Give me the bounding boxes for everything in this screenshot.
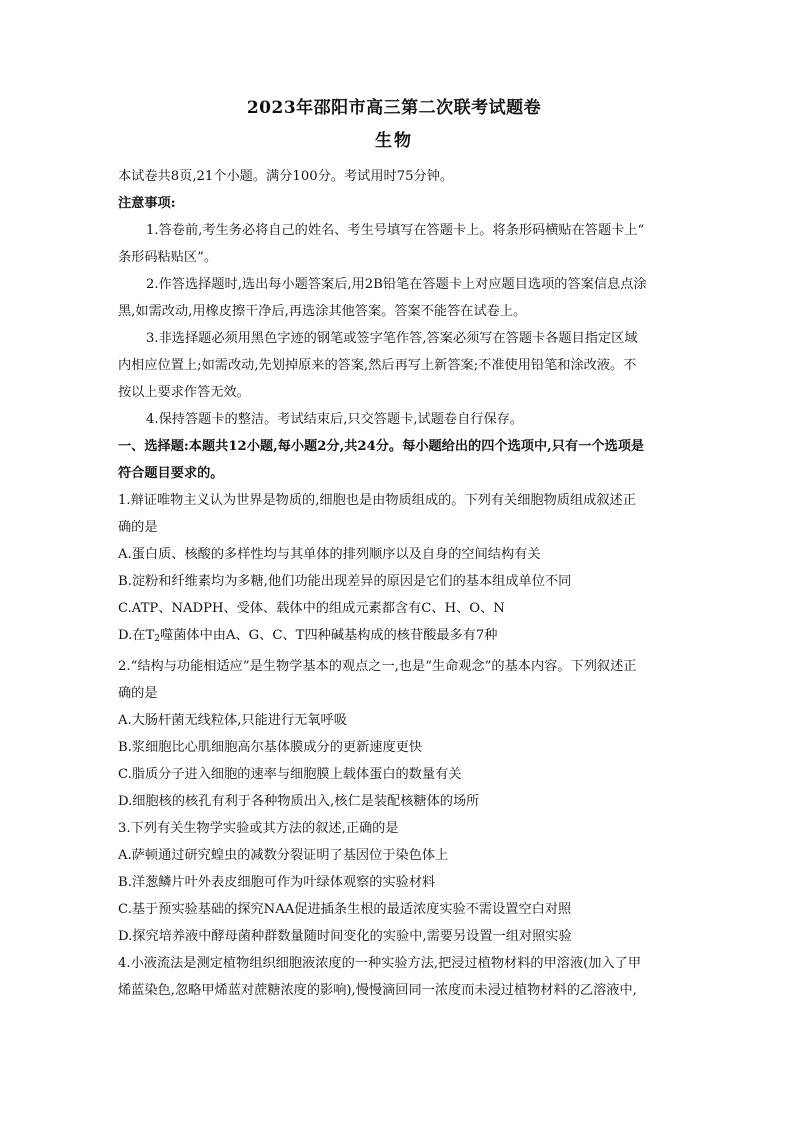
- question-3-option-b: B.洋葱鳞片叶外表皮细胞可作为叶绿体观察的实验材料: [118, 875, 436, 890]
- notice-item-3-cont2: 按以上要求作答无效。: [118, 385, 250, 400]
- question-2-option-b: B.浆细胞比心肌细胞高尔基体膜成分的更新速度更快: [118, 740, 423, 755]
- notice-item-2: 2.作答选择题时,选出每小题答案后,用2B铅笔在答题卡上对应题目选项的答案信息点涂: [146, 277, 647, 292]
- question-1-option-c: C.ATP、NADPH、受体、载体中的组成元素都含有C、H、O、N: [118, 601, 505, 616]
- question-2-stem: 2.“结构与功能相适应”是生物学基本的观点之一,也是“生命观念”的基本内容。下列叙述正: [118, 659, 637, 674]
- question-3-option-a: A.萨顿通过研究蝗虫的减数分裂证明了基因位于染色体上: [118, 848, 449, 863]
- notice-heading: 注意事项:: [118, 196, 176, 211]
- notice-item-1-cont: 条形码粘贴区”。: [118, 250, 218, 265]
- option-d-prefix: D.在T: [118, 628, 155, 643]
- option-d-subscript: 2: [154, 634, 161, 644]
- question-2-option-d: D.细胞核的核孔有利于各种物质出入,核仁是装配核糖体的场所: [118, 794, 480, 809]
- question-4-stem: 4.小液流法是测定植物组织细胞液浓度的一种实验方法,把浸过植物材料的甲溶液(加入了甲: [118, 956, 642, 971]
- question-4-stem-cont: 烯蓝染色,忽略甲烯蓝对蔗糖浓度的影响),慢慢滴回同一浓度而未浸过植物材料的乙溶液中,: [118, 983, 637, 998]
- notice-item-2-cont: 黑,如需改动,用橡皮擦干净后,再选涂其他答案。答案不能答在试卷上。: [118, 304, 527, 319]
- section-heading-cont: 符合题目要求的。: [118, 466, 224, 481]
- question-2-option-a: A.大肠杆菌无线粒体,只能进行无氧呼吸: [118, 713, 347, 728]
- exam-title: 2023年邵阳市高三第二次联考试题卷: [246, 98, 542, 118]
- option-d-text: 噬菌体中由A、G、C、T四种碱基构成的核苷酸最多有7种: [160, 628, 498, 643]
- exam-intro: 本试卷共8页,21个小题。满分100分。考试用时75分钟。: [118, 169, 454, 184]
- notice-item-1: 1.答卷前,考生务必将自己的姓名、考生号填写在答题卡上。将条形码横贴在答题卡上“: [146, 223, 645, 238]
- notice-item-3-cont: 内相应位置上;如需改动,先划掉原来的答案,然后再写上新答案;不准使用铅笔和涂改液。不: [118, 358, 637, 373]
- exam-subject: 生物: [375, 131, 413, 151]
- question-3-stem: 3.下列有关生物学实验或其方法的叙述,正确的是: [118, 821, 399, 836]
- question-3-option-d: D.探究培养液中酵母菌种群数量随时间变化的实验中,需要另设置一组对照实验: [118, 929, 572, 944]
- question-1-option-d: [118, 622, 670, 653]
- question-1-stem: 1.辩证唯物主义认为世界是物质的,细胞也是由物质组成的。下列有关细胞物质组成叙述正: [118, 493, 636, 508]
- question-1-option-b: B.淀粉和纤维素均为多糖,他们功能出现差异的原因是它们的基本组成单位不同: [118, 574, 572, 589]
- section-heading: 一、选择题:本题共12小题,每小题2分,共24分。每小题给出的四个选项中,只有一个选项是: [118, 439, 645, 454]
- notice-item-3: 3.非选择题必须用黑色字迹的钢笔或签字笔作答,答案必须写在答题卡各题目指定区域: [146, 331, 638, 346]
- question-1-option-a: A.蛋白质、核酸的多样性均与其单体的排列顺序以及自身的空间结构有关: [118, 547, 541, 562]
- notice-item-4: 4.保持答题卡的整洁。考试结束后,只交答题卡,试题卷自行保存。: [146, 412, 524, 427]
- question-2-option-c: C.脂质分子进入细胞的速率与细胞膜上载体蛋白的数量有关: [118, 767, 462, 782]
- question-1-stem-cont: 确的是: [118, 520, 158, 535]
- question-3-option-c: C.基于预实验基础的探究NAA促进插条生根的最适浓度实验不需设置空白对照: [118, 902, 572, 917]
- question-2-stem-cont: 确的是: [118, 686, 158, 701]
